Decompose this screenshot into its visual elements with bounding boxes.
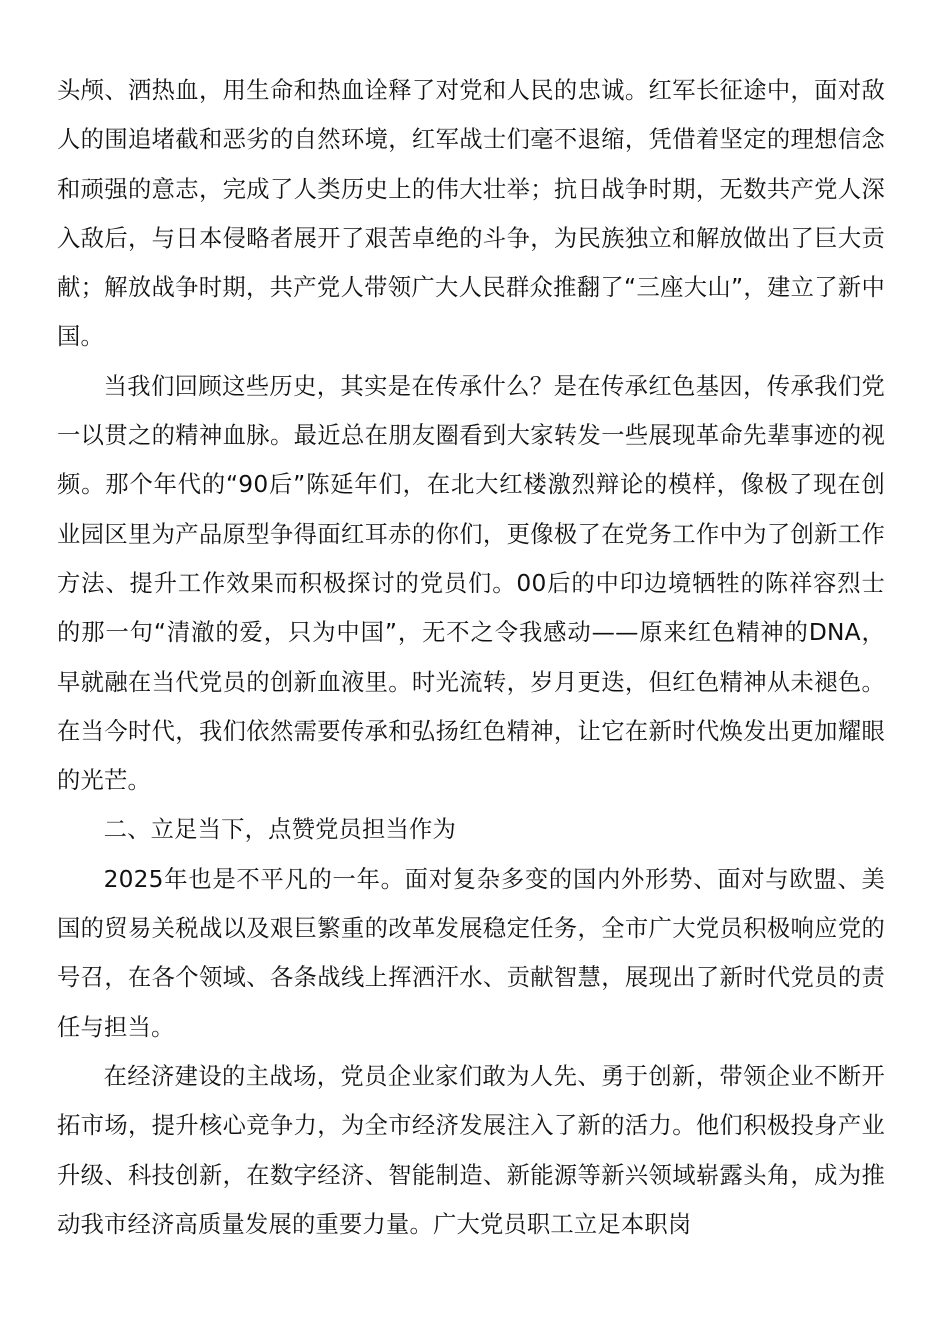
paragraph-economy: 在经济建设的主战场，党员企业家们敢为人先、勇于创新，带领企业不断开拓市场，提升核心竞争力，为全市经济发展注入了新的活力。他们积极投身产业升级、科技创新，在数字经济、智能制造、新能源等新兴领域崭露头角，成为推动我市经济高质量发展的重要力量。广大党员职工立足本职岗 (57, 1062, 885, 1238)
paragraph-2025: 2025年也是不平凡的一年。面对复杂多变的国内外形势、面对与欧盟、美国的贸易关税战以及艰巨繁重的改革发展稳定任务，全市广大党员积极响应党的号召，在各个领域、各条战线上挥洒汗水、贡献智慧，展现出了新时代党员的责任与担当。 (57, 865, 885, 1041)
section-heading: 二、立足当下，点赞党员担当作为 (103, 816, 457, 844)
paragraph-continuation: 头颅、洒热血，用生命和热血诠释了对党和人民的忠诚。红军长征途中，面对敌人的围追堵截和恶劣的自然环境，红军战士们毫不退缩，凭借着坚定的理想信念和顽强的意志，完成了人类历史上的伟大壮举；抗日战争时期，无数共产党人深入敌后，与日本侵略者展开了艰苦卓绝的斗争，为民族独立和解放做出了巨大贡献；解放战争时期，共产党人带领广大人民群众推翻了“三座大山”，建立了新中国。 (57, 77, 885, 351)
paragraph-red-gene: 当我们回顾这些历史，其实是在传承什么？是在传承红色基因，传承我们党一以贯之的精神血脉。最近总在朋友圈看到大家转发一些展现革命先辈事迹的视频。那个年代的“90后”陈延年们，在北大红楼激烈辩论的模样，像极了现在创业园区里为产品原型争得面红耳赤的你们，更像极了在党务工作中为了创新工作方法、提升工作效果而积极探讨的党员们。00后的中印边境牺牲的陈祥容烈士的那一句“清澈的爱，只为中国”，无不之令我感动——原来红色精神的DNA，早就融在当代党员的创新血液里。时光流转，岁月更迭，但红色精神从未褪色。在当今时代，我们依然需要传承和弘扬红色精神，让它在新时代焕发出更加耀眼的光芒。 (57, 372, 885, 795)
document-body (57, 66, 885, 1249)
